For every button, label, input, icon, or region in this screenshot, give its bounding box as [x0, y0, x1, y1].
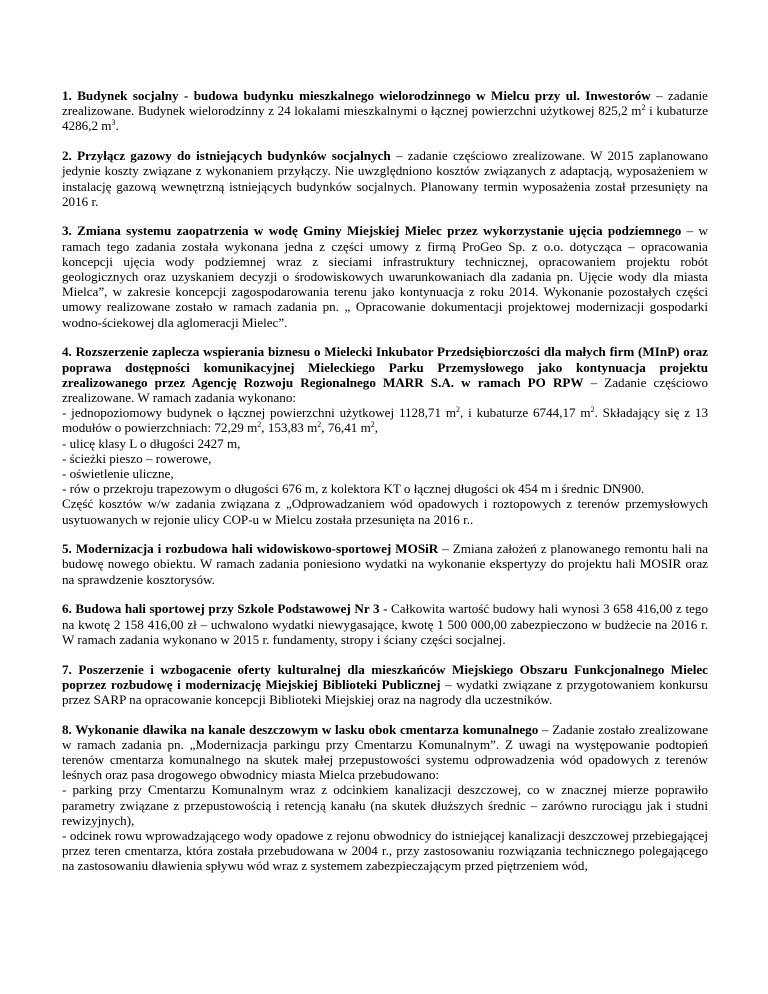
superscript: 2	[456, 405, 461, 415]
section-4	[62, 344, 708, 526]
section-1-sup-a: 2	[641, 103, 646, 113]
superscript: 2	[590, 405, 595, 415]
section-1	[62, 88, 708, 134]
section-1-text-b: i kubaturze 4286,2 m	[62, 103, 708, 134]
section-8-item-parking: - parking przy Cmentarzu Komunalnym wraz z odcinkiem kanalizacji deszczowej, co w znacznej mierze poprawiło parametry związane z przepustowością i retencją kanału (na skutek dłuższych średnic – zarówno rurociągu jak i studni rewizyjnych),	[62, 782, 708, 828]
section-3-title: 3. Zmiana systemu zaopatrzenia w wodę Gminy Miejskiej Mielec przez wykorzystanie ujęcia podziemnego	[62, 223, 682, 239]
section-8-text: – Zadanie zostało zrealizowane w ramach zadania pn. „Modernizacja parkingu przy Cmentarzu Komunalnym”. Z uwagi na występowanie podtopień terenów cmentarza komunalnego na skutek małej przepustowości systemu odprowadzenia wód opadowych z terenów leśnych oraz pasa drogowego obwodnicy miasta Mielca przebudowano:	[62, 721, 709, 783]
section-4-item-ditch: - rów o przekroju trapezowym o długości 676 m, z kolektora KT o łącznej długości ok 454 m i średnic DN900.	[62, 481, 645, 497]
section-3-text: – w ramach tego zadania została wykonana jedna z części umowy z firmą ProGeo Sp. z o.o. dotycząca – opracowania koncepcji ujęcia wody podziemnej wraz z sieciami infrastruktury technicznej, opracowaniem projektu robót geologicznych oraz uzyskaniem decyzji o środowiskowych uwarunkowaniach dla zadania pn. Ujęcie wody dla miasta Mielca”, w zakresie koncepcji zagospodarowania terenu jako kontynuacja z roku 2014. Wykonanie pozostałych części umowy realizowane zostało w ramach zadania pn. „ Opracowanie dokumentacji projektowej modernizacji gospodarki wodno-ściekowej dla aglomeracji Mielec”.	[62, 223, 708, 330]
section-6	[62, 601, 708, 647]
item-text: . Składający się z 13 modułów o powierzchniach: 72,29 m	[62, 405, 709, 436]
section-5	[62, 541, 708, 587]
item-text: , 153,83 m	[261, 420, 318, 436]
section-4-title: 4. Rozszerzenie zaplecza wspierania biznesu o Mielecki Inkubator Przedsiębiorczości dla małych firm (MInP) oraz poprawa dostępności komunikacyjnej Mieleckiego Parku Przemysłowego jako kontynuacja projektu zrealizowanego przez Agencję Rozwoju Regionalnego MARR S.A. w ramach PO RPW	[62, 344, 708, 390]
item-text: ,	[374, 420, 379, 436]
superscript: 2	[257, 420, 262, 430]
section-1-text-c: .	[115, 118, 119, 134]
section-6-text: Całkowita wartość budowy hali wynosi 3 658 416,00 z tego na kwotę 2 158 416,00 zł – uchwalono wydatki niewygasające, kwotę 1 500 000,00 zabezpieczono w budżecie na 2016 r. W ramach zadania wykonano w 2015 r. fundamenty, stropy i ściany części socjalnej.	[62, 601, 708, 647]
section-1-title: 1. Budynek socjalny - budowa budynku mieszkalnego wielorodzinnego w Mielcu przy ul. Inwestorów	[62, 88, 651, 103]
section-4-item-paths: - ścieżki pieszo – rowerowe,	[62, 450, 212, 466]
section-8	[62, 722, 708, 874]
section-7-title: 7. Poszerzenie i wzbogacenie oferty kulturalnej dla mieszkańców Miejskiego Obszaru Funkcjonalnego Mielec poprzez rozbudowę i modernizację Miejskiej Biblioteki Publicznej	[62, 661, 708, 692]
section-5-text: – Zmiana założeń z planowanego remontu hali na budowę nowego obiektu. W ramach zadania poniesiono wydatki na wykonanie ekspertyzy do projektu hali MOSIR oraz na sprawdzenie kosztorysów.	[62, 541, 709, 587]
section-4-text: – Zadanie częściowo zrealizowane. W ramach zadania wykonano:	[62, 374, 708, 405]
section-4-item-building	[62, 405, 708, 435]
section-7-text: – wydatki związane z przygotowaniem konkursu przez SARP na opracowanie koncepcji Biblioteki Miejskiej oraz na nagrody dla uczestników.	[62, 676, 708, 707]
section-1-text-a: – zadanie zrealizowane. Budynek wielorodzinny z 24 lokalami mieszkalnymi o łącznej powierzchni użytkowej 825,2 m	[62, 88, 708, 119]
superscript: 2	[370, 420, 375, 430]
item-text: , i kubaturze 6744,17 m	[460, 405, 591, 421]
section-2-text: – zadanie częściowo zrealizowane. W 2015 zaplanowano jedynie koszty związane z wykonaniem przyłączy. Nie uwzględniono kosztów związanych z adaptacją, wyposażeniem w instalację gazową wewnętrzną istniejących budynków socjalnych. Planowany termin wyposażenia został przesunięty na 2016 r.	[62, 148, 708, 209]
section-8-title: 8. Wykonanie dławika na kanale deszczowym w lasku obok cmentarza komunalnego	[62, 721, 539, 737]
section-6-title: 6. Budowa hali sportowej przy Szkole Podstawowej Nr 3 -	[62, 601, 388, 617]
section-7	[62, 662, 708, 708]
section-5-title: 5. Modernizacja i rozbudowa hali widowiskowo-sportowej MOSiR	[62, 541, 439, 557]
section-8-item-ditch: - odcinek rowu wprowadzającego wody opadowe z rejonu obwodnicy do istniejącej kanalizacji deszczowej przebiegającej przez teren cmentarza, która została przebudowana w 2004 r., przy zastosowaniu rozwiązania technicznego polegającego na zastosowaniu dławienia spływu wód wraz z systemem zabezpieczającym przed piętrzeniem wód,	[62, 828, 708, 874]
section-4-item-lighting: - oświetlenie uliczne,	[62, 465, 174, 481]
section-2	[62, 148, 708, 209]
item-text: , 76,41 m	[321, 420, 371, 436]
section-4-closing: Część kosztów w/w zadania związana z „Odprowadzaniem wód opadowych i roztopowych z terenów przemysłowych usytuowanych w rejonie ulicy COP-u w Mielcu została przesunięta na 2016 r..	[62, 496, 708, 527]
item-text: - jednopoziomowy budynek o łącznej powierzchni użytkowej 1128,71 m	[62, 405, 457, 421]
superscript: 2	[317, 420, 322, 430]
section-2-title: 2. Przyłącz gazowy do istniejących budynków socjalnych	[62, 148, 391, 164]
section-3	[62, 223, 708, 329]
section-4-item-street: - ulicę klasy L o długości 2427 m,	[62, 435, 241, 451]
section-1-sup-b: 3	[111, 118, 116, 128]
